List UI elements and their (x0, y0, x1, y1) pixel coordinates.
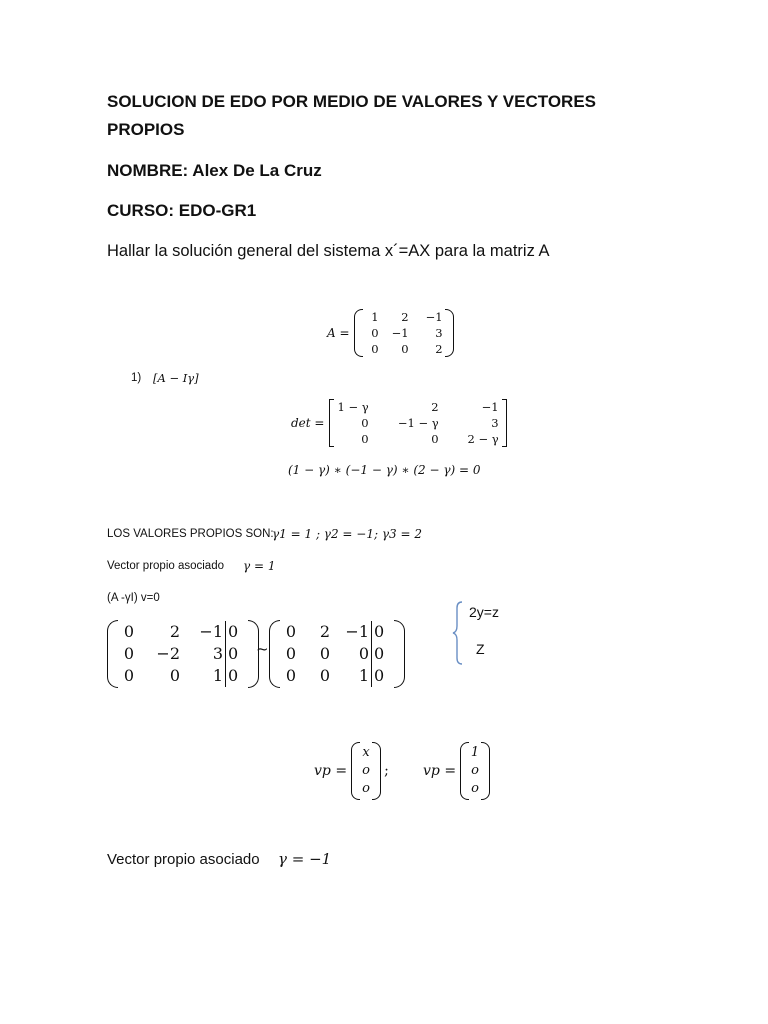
aug2-cell: −1 (330, 621, 372, 643)
aug1-cell: −1 (180, 621, 226, 643)
aug1-cell: 0 (123, 666, 134, 685)
right-bracket (502, 399, 507, 447)
aug2-cell: 0 (285, 644, 296, 663)
title-line-2: PROPIOS (107, 120, 185, 139)
matrix-a-cell: 3 (435, 326, 443, 340)
vp1-cell: o (362, 781, 370, 796)
aug2-cell: 0 (285, 666, 296, 685)
step-number: 1) (131, 372, 142, 384)
det-cell: 1 − γ (337, 400, 369, 414)
matrix-a-cell: −1 (425, 310, 443, 324)
right-paren (394, 620, 405, 688)
matrix-a (327, 309, 454, 357)
aug2-grid (280, 621, 394, 687)
aug1-cell: 0 (123, 622, 134, 641)
matrix-a-cell: −1 (391, 326, 409, 340)
det-matrix (291, 399, 507, 447)
aug1-cell: 0 (228, 644, 239, 663)
det-cell: 2 (431, 400, 439, 414)
system-equation-1: 2y=z (469, 604, 499, 620)
vp-label: vp = (423, 763, 457, 779)
aug1-cell: 1 (180, 665, 226, 687)
aug2-cell: 2 (319, 622, 330, 641)
eigenvector-specific (423, 742, 490, 800)
aug1-cell: 0 (169, 666, 180, 685)
left-paren (354, 309, 363, 357)
det-label: det = (291, 416, 325, 430)
aug2-cell: 0 (285, 622, 296, 641)
problem-statement: Hallar la solución general del sistema x´=AX para la matriz A (107, 242, 550, 260)
aug2-cell: 0 (374, 622, 385, 641)
vp-label: vp = (314, 763, 348, 779)
det-grid (334, 399, 501, 447)
right-paren (372, 742, 381, 800)
aug1-grid (118, 621, 248, 687)
system-brace (450, 600, 466, 666)
system-equation-2: Z (476, 641, 485, 657)
eigenvector-1-value: γ = 1 (243, 559, 276, 573)
aug1-cell: 0 (228, 622, 239, 641)
aug1-cell: −2 (156, 644, 180, 663)
det-cell: 0 (431, 432, 439, 446)
matrix-a-cell: 2 (401, 310, 409, 324)
eigenvector-general (314, 742, 389, 800)
det-cell: 3 (491, 416, 499, 430)
matrix-a-cell: 0 (371, 342, 379, 356)
right-paren (445, 309, 454, 357)
vp-separator: ; (384, 763, 389, 779)
aug1-cell: 3 (180, 643, 226, 665)
aug2-cell: 0 (319, 644, 330, 663)
row-equivalent-symbol: ~ (256, 640, 269, 658)
step-expression: [A − Iγ] (153, 371, 199, 385)
aug2-cell: 0 (330, 643, 372, 665)
aug2-cell: 0 (374, 666, 385, 685)
det-cell: −1 − γ (397, 416, 439, 430)
matrix-a-cell: 0 (401, 342, 409, 356)
matrix-a-cell: 1 (371, 310, 379, 324)
vp2-grid (469, 744, 481, 798)
vp1-grid (360, 744, 372, 798)
aug2-cell: 0 (374, 644, 385, 663)
left-paren (269, 620, 280, 688)
aug2-cell: 1 (330, 665, 372, 687)
eigenvector-1-label: Vector propio asociado (107, 560, 224, 572)
course: CURSO: EDO-GR1 (107, 201, 257, 220)
augmented-matrix-1 (107, 620, 259, 688)
matrix-a-cell: 2 (435, 342, 443, 356)
det-cell: 0 (361, 416, 369, 430)
det-cell: 2 − γ (467, 432, 499, 446)
right-paren (481, 742, 490, 800)
left-paren (460, 742, 469, 800)
det-cell: 0 (361, 432, 369, 446)
eigenvalues: γ1 = 1 ; γ2 = −1; γ3 = 2 (272, 527, 422, 541)
student-name: NOMBRE: Alex De La Cruz (107, 161, 322, 180)
vp2-cell: o (471, 763, 479, 778)
vp2-cell: o (471, 781, 479, 796)
aug1-cell: 0 (123, 644, 134, 663)
matrix-a-grid (363, 309, 445, 357)
matrix-a-cell: 0 (371, 326, 379, 340)
left-paren (107, 620, 118, 688)
characteristic-equation: (1 − γ) ∗ (−1 − γ) ∗ (2 − γ) = 0 (288, 463, 481, 477)
aug2-cell: 0 (319, 666, 330, 685)
matrix-a-label: A = (327, 326, 350, 340)
vp2-cell: 1 (470, 745, 480, 760)
eigenvector-2-value: γ = −1 (278, 850, 332, 868)
eigenvalues-label: LOS VALORES PROPIOS SON: (107, 528, 274, 540)
det-cell: −1 (481, 400, 499, 414)
left-paren (351, 742, 360, 800)
augmented-matrix-2 (269, 620, 405, 688)
vp1-cell: x (362, 745, 370, 760)
homogeneous-equation: (A -γI) v=0 (107, 592, 160, 604)
aug1-cell: 2 (169, 622, 180, 641)
vp1-cell: o (362, 763, 370, 778)
title-line-1: SOLUCION DE EDO POR MEDIO DE VALORES Y VECTORES (107, 92, 596, 111)
eigenvector-2-label: Vector propio asociado (107, 851, 260, 868)
aug1-cell: 0 (228, 666, 239, 685)
